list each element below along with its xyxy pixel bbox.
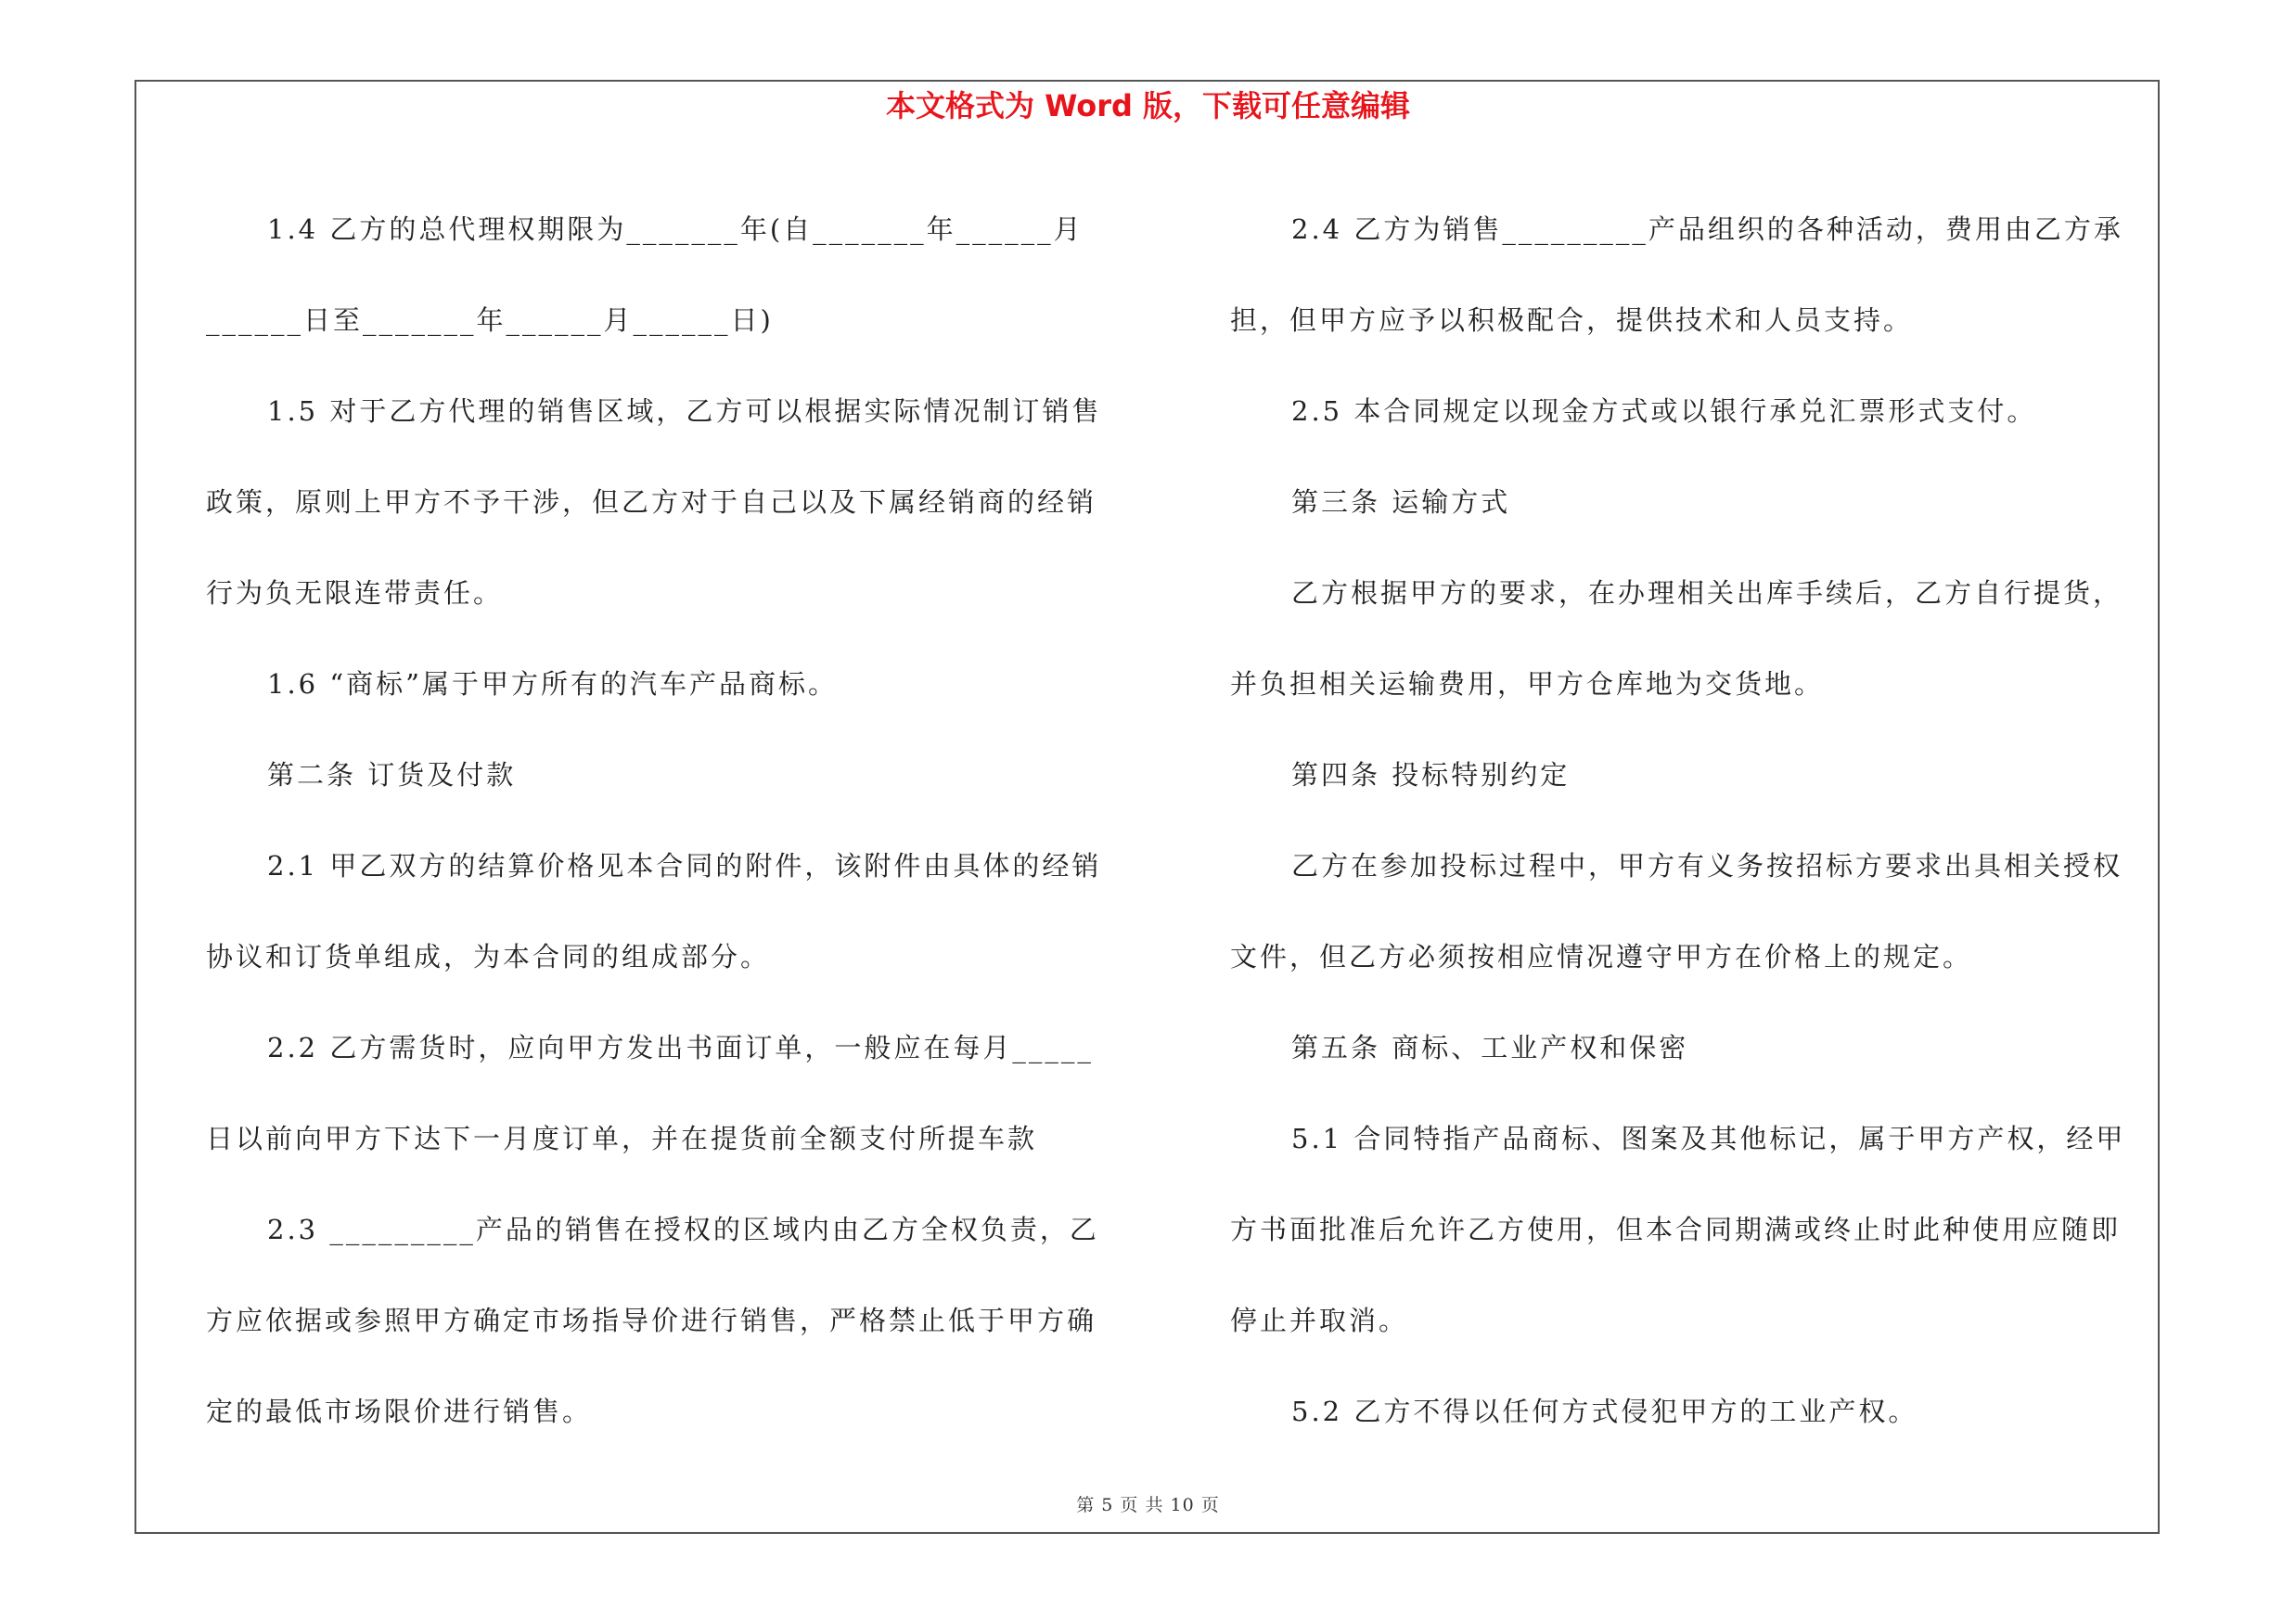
paragraph-line: 政策，原则上甲方不予干涉，但乙方对于自己以及下属经销商的经销 xyxy=(206,486,1097,518)
header-title: 本文格式为 Word 版，下载可任意编辑 xyxy=(885,88,1411,123)
section-heading: 第四条 投标特别约定 xyxy=(1291,759,1571,791)
right-column xyxy=(1230,184,2167,1457)
paragraph-line: 2.3 _________产品的销售在授权的区域内由乙方全权负责，乙 xyxy=(267,1214,1099,1245)
paragraph-line: 2.5 本合同规定以现金方式或以银行承兑汇票形式支付。 xyxy=(1291,395,2037,427)
paragraph-line: 定的最低市场限价进行销售。 xyxy=(206,1396,593,1427)
page-number: 第 5 页 共 10 页 xyxy=(1076,1495,1220,1515)
paragraph-line: 方应依据或参照甲方确定市场指导价进行销售，严格禁止低于甲方确 xyxy=(206,1305,1097,1336)
paragraph-line: 担，但甲方应予以积极配合，提供技术和人员支持。 xyxy=(1230,304,1914,336)
paragraph-line: 2.2 乙方需货时，应向甲方发出书面订单，一般应在每月_____ xyxy=(267,1032,1094,1063)
paragraph-line: 1.4 乙方的总代理权期限为_______年(自_______年______月 xyxy=(267,213,1084,245)
paragraph-line: 方书面批准后允许乙方使用，但本合同期满或终止时此种使用应随即 xyxy=(1230,1214,2122,1245)
paragraph-line: 2.4 乙方为销售_________产品组织的各种活动，费用由乙方承 xyxy=(1291,213,2123,245)
paragraph-line: 乙方根据甲方的要求，在办理相关出库手续后，乙方自行提货， xyxy=(1291,577,2123,609)
paragraph-line: 协议和订货单组成，为本合同的组成部分。 xyxy=(206,941,771,973)
paragraph-line: 1.5 对于乙方代理的销售区域，乙方可以根据实际情况制订销售 xyxy=(267,395,1102,427)
paragraph-line: 并负担相关运输费用，甲方仓库地为交货地。 xyxy=(1230,668,1825,700)
left-column xyxy=(206,184,1134,1457)
section-heading: 第二条 订货及付款 xyxy=(267,759,517,791)
paragraph-line: 2.1 甲乙双方的结算价格见本合同的附件，该附件由具体的经销 xyxy=(267,850,1102,882)
paragraph-line: 日以前向甲方下达下一月度订单，并在提货前全额支付所提车款 xyxy=(206,1123,1038,1154)
section-heading: 第五条 商标、工业产权和保密 xyxy=(1291,1032,1689,1063)
section-heading: 第三条 运输方式 xyxy=(1291,486,1511,518)
paragraph-line: ______日至_______年______月______日) xyxy=(206,304,774,336)
paragraph-line: 文件，但乙方必须按相应情况遵守甲方在价格上的规定。 xyxy=(1230,941,1973,973)
paragraph-line: 1.6 “商标”属于甲方所有的汽车产品商标。 xyxy=(267,668,838,700)
paragraph-line: 5.2 乙方不得以任何方式侵犯甲方的工业产权。 xyxy=(1291,1396,1918,1427)
paragraph-line: 5.1 合同特指产品商标、图案及其他标记，属于甲方产权，经甲 xyxy=(1291,1123,2126,1154)
paragraph-line: 停止并取消。 xyxy=(1230,1305,1409,1336)
paragraph-line: 行为负无限连带责任。 xyxy=(206,577,504,609)
paragraph-line: 乙方在参加投标过程中，甲方有义务按招标方要求出具相关授权 xyxy=(1291,850,2123,882)
